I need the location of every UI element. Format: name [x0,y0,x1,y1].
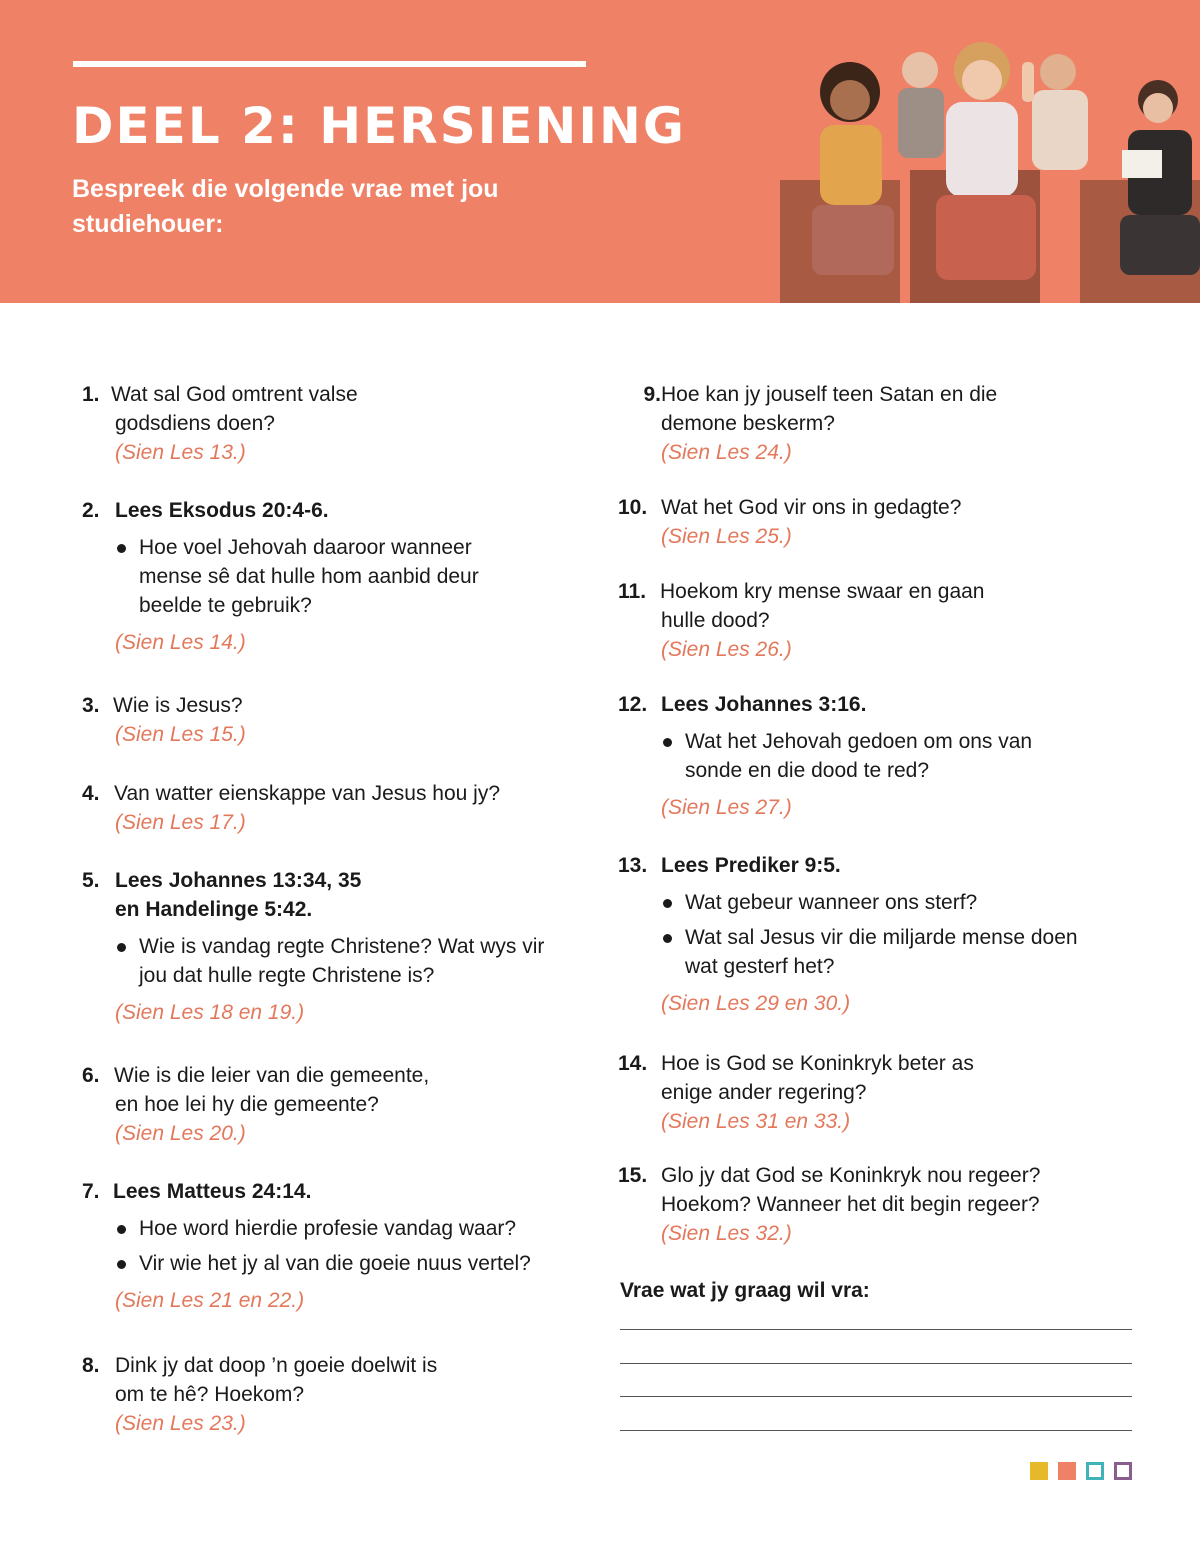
question-text: Hoekom kry mense swaar en gaan [660,580,985,603]
question-13 [618,851,1138,1018]
bullet-item: Wat gebeur wanneer ons sterf? [661,888,1081,917]
question-8 [82,1351,582,1438]
question-text: hulle dood? [661,609,770,632]
answer-line[interactable] [620,1430,1132,1431]
lesson-reference: (Sien Les 21 en 22.) [115,1289,305,1312]
progress-square-filled [1058,1462,1076,1480]
bullet-item: Wie is vandag regte Christene? Wat wys vir jou dat hulle regte Christene is? [115,932,555,990]
question-number: 5. [82,869,100,892]
question-text: Dink jy dat doop ’n goeie doelwit is [115,1354,438,1377]
question-number: 10. [618,496,648,519]
answer-line[interactable] [620,1363,1132,1364]
lesson-reference: (Sien Les 29 en 30.) [661,992,851,1015]
question-heading: Lees Eksodus 20:4-6. [115,499,329,522]
lesson-reference: (Sien Les 15.) [115,723,246,746]
lesson-reference: (Sien Les 18 en 19.) [115,1001,305,1024]
bullet-item: Wat sal Jesus vir die miljarde mense doen wat gesterf het? [661,923,1081,981]
question-2 [82,496,582,657]
question-heading-continued: en Handelinge 5:42. [115,898,313,921]
question-text: Hoe is God se Koninkryk beter as [661,1052,974,1075]
progress-square-empty [1086,1462,1104,1480]
question-number: 8. [82,1354,100,1377]
lesson-reference: (Sien Les 25.) [661,525,792,548]
question-15 [618,1161,1158,1248]
question-text: Wie is Jesus? [113,694,243,717]
question-number: 15. [618,1164,648,1187]
question-heading: Lees Johannes 3:16. [661,693,867,716]
question-number: 1. [82,383,100,406]
question-text: Wie is die leier van die gemeente, [114,1064,430,1087]
answer-line[interactable] [620,1396,1132,1397]
question-9 [618,380,1138,467]
progress-square-empty [1114,1462,1132,1480]
question-number: 11. [618,580,647,603]
own-questions-label: Vrae wat jy graag wil vra: [620,1279,870,1302]
question-number: 7. [82,1180,100,1203]
lesson-reference: (Sien Les 23.) [115,1412,246,1435]
lesson-reference: (Sien Les 32.) [661,1222,792,1245]
question-text: Wat sal God omtrent valse [111,383,358,406]
question-number: 3. [82,694,100,717]
question-14 [618,1049,1138,1136]
question-1 [82,380,582,467]
lesson-reference: (Sien Les 26.) [661,638,792,661]
question-number: 12. [618,693,648,716]
question-text: en hoe lei hy die gemeente? [115,1093,379,1116]
bullet-item: Hoe word hierdie profesie vandag waar? [115,1214,582,1243]
lesson-reference: (Sien Les 24.) [661,441,792,464]
question-text: demone beskerm? [661,412,835,435]
question-text: Hoekom? Wanneer het dit begin regeer? [661,1193,1040,1216]
lesson-reference: (Sien Les 13.) [115,441,246,464]
bullet-item: Vir wie het jy al van die goeie nuus vertel? [115,1249,582,1278]
question-heading: Lees Prediker 9:5. [661,854,841,877]
question-heading: Lees Matteus 24:14. [113,1180,312,1203]
lesson-reference: (Sien Les 31 en 33.) [661,1110,851,1133]
question-number: 14. [618,1052,648,1075]
question-11 [618,577,1138,664]
lesson-reference: (Sien Les 17.) [115,811,246,834]
progress-square-filled [1030,1462,1048,1480]
question-number: 9. [643,383,661,406]
question-4 [82,779,582,837]
question-12 [618,690,1138,822]
question-6 [82,1061,582,1148]
question-10 [618,493,1138,551]
question-text: enige ander regering? [661,1081,867,1104]
question-text: om te hê? Hoekom? [115,1383,305,1406]
question-text: Hoe kan jy jouself teen Satan en die [661,383,998,406]
header-banner [0,0,1200,303]
lesson-reference: (Sien Les 20.) [115,1122,246,1145]
bullet-item: Wat het Jehovah gedoen om ons van sonde en die dood te red? [661,727,1081,785]
answer-line[interactable] [620,1329,1132,1330]
question-number: 13. [618,854,648,877]
question-number: 2. [82,499,100,522]
question-text: Van watter eienskappe van Jesus hou jy? [114,782,501,805]
page-subtitle: Bespreek die volgende vrae met jou studiehouer: [72,175,499,238]
question-number: 6. [82,1064,100,1087]
audience-illustration [760,30,1200,303]
lesson-reference: (Sien Les 14.) [115,631,246,654]
bullet-item: Hoe voel Jehovah daaroor wanneer mense sê dat hulle hom aanbid deur beelde te gebruik? [115,533,515,620]
page-title: DEEL 2: HERSIENING [72,97,686,155]
question-heading: Lees Johannes 13:34, 35 [115,869,362,892]
question-number: 4. [82,782,100,805]
lesson-reference: (Sien Les 27.) [661,796,792,819]
question-5 [82,866,582,1027]
question-text: Wat het God vir ons in gedagte? [661,496,962,519]
question-text: Glo jy dat God se Koninkryk nou regeer? [661,1164,1041,1187]
question-7 [82,1177,582,1315]
header-rule [73,61,586,67]
question-text: godsdiens doen? [115,412,275,435]
question-3 [82,691,582,749]
